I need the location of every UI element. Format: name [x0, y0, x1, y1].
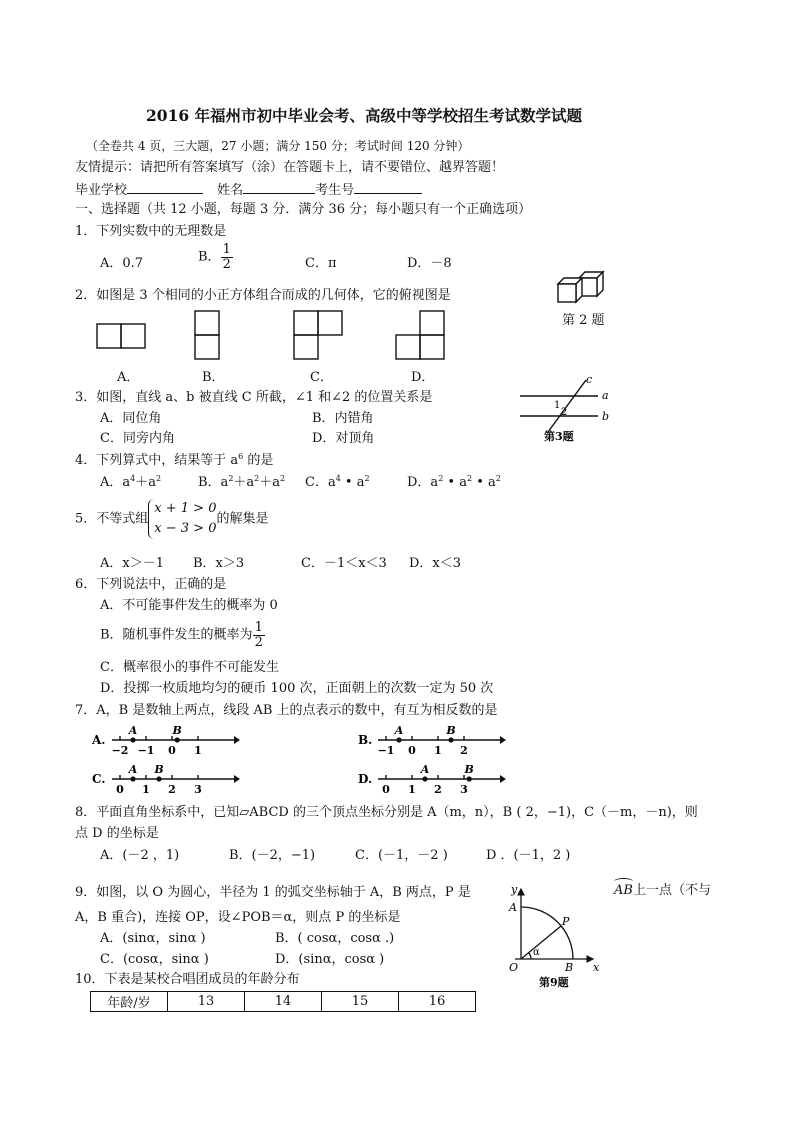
q8-option-d: D ．(－1，2 ) — [486, 848, 571, 863]
option-label: B. — [358, 733, 373, 747]
table-row — [91, 992, 476, 1012]
exam-no-blank[interactable] — [354, 181, 422, 194]
point-b — [175, 737, 180, 742]
label-y: y — [511, 883, 518, 896]
q9-stem-tail: 上一点（不与 — [632, 883, 711, 898]
q9-figure-caption: 第9题 — [539, 976, 569, 989]
school-label: 毕业学校 — [75, 183, 128, 198]
point-b-label: B — [172, 724, 182, 737]
table-cell: 16 — [399, 992, 476, 1012]
point-b — [156, 776, 161, 781]
q1-option-b-label: B． — [198, 249, 221, 265]
q2-stem: 2．如图是 3 个相同的小正方体组合而成的几何体，它的俯视图是 — [75, 288, 451, 303]
number-line-b — [358, 722, 508, 758]
tick-label: 2 — [460, 744, 468, 757]
q1-stem: 1．下列实数中的无理数是 — [75, 224, 227, 239]
label-b: B — [565, 961, 574, 974]
q9-option-c: C．(cosα，sinα ) — [100, 952, 209, 967]
table-cell: 13 — [168, 992, 245, 1012]
point-a — [422, 776, 427, 781]
point-a — [396, 737, 401, 742]
point-a-label: A — [128, 763, 138, 776]
q1-option-c: C．π — [305, 256, 337, 271]
q2-option-c: C． — [310, 370, 333, 385]
point-b-label: B — [154, 763, 164, 776]
q2-option-a: A． — [117, 370, 140, 385]
q4-stem-text: 4．下列算式中，结果等于 a — [75, 453, 239, 468]
label-angle-1: 1 — [554, 400, 561, 411]
q5-option-b: B．x＞3 — [193, 556, 245, 571]
q4-stem-exponent: 6 — [238, 452, 244, 461]
label-a: a — [602, 389, 609, 402]
q6-option-b-text: B．随机事件发生的概率为 — [100, 627, 253, 643]
label-a: A — [509, 901, 517, 914]
q8-option-b: B．(－2，−1) — [229, 848, 316, 863]
point-b-label: B — [464, 763, 474, 776]
inequality-2: x − 3 > 0 — [154, 521, 217, 537]
q4-stem — [75, 452, 273, 469]
q5-option-d: D．x＜3 — [409, 556, 462, 571]
q6-denominator: 2 — [254, 634, 263, 650]
q6-fraction — [253, 621, 265, 649]
arc-ab-label: AB — [614, 883, 633, 898]
q5-stem-text: 5．不等式组 — [75, 511, 149, 527]
q5-option-c: C．－1＜x＜3 — [301, 556, 387, 571]
option-label: D. — [358, 772, 373, 786]
q3-option-c: C．同旁内角 — [100, 431, 175, 446]
tick-label: 1 — [434, 744, 442, 757]
inequality-1: x + 1 > 0 — [154, 501, 217, 516]
q9-option-b: B．( cosα，cosα .) — [275, 931, 395, 946]
q3-option-a: A．同位角 — [100, 411, 162, 426]
tick-label: 1 — [142, 783, 150, 796]
axis-arrow — [500, 736, 506, 744]
number-line-c — [92, 761, 242, 797]
point-a-label: A — [128, 724, 138, 737]
q2-figure-caption: 第 2 题 — [562, 313, 605, 328]
q9-stem: 9．如图，以 O 为圆心，半径为 1 的弧交坐标轴于 A，B 两点，P 是 — [75, 885, 471, 900]
q9-figure — [505, 883, 605, 991]
inequality-system — [148, 499, 216, 539]
q4-stem-end: 的是 — [243, 453, 274, 468]
tick-label: 3 — [460, 783, 468, 796]
q8-option-c: C．(－1，－2 ) — [355, 848, 448, 863]
q3-figure — [518, 374, 618, 446]
arc-ab — [614, 883, 633, 899]
q9-option-a: A．(sinα，sinα ) — [100, 931, 206, 946]
q2-option-b-figure — [195, 311, 221, 361]
q5-stem — [75, 499, 269, 539]
table-cell: 14 — [245, 992, 322, 1012]
tick-label: 0 — [382, 783, 390, 796]
tick-label: 2 — [434, 783, 442, 796]
student-fields — [75, 181, 422, 199]
tick-label: 1 — [408, 783, 416, 796]
name-label: 姓名 — [217, 183, 244, 198]
tick-label: 0 — [408, 744, 416, 757]
page-title: 2016 年福州市初中毕业会考、高级中等学校招生考试数学试题 — [146, 106, 583, 125]
name-blank[interactable] — [243, 181, 315, 194]
exam-info: （全卷共 4 页，三大题，27 小题；满分 150 分；考试时间 120 分钟） — [86, 139, 470, 153]
q1-denominator: 2 — [222, 256, 231, 272]
q8-stem-2: 点 D 的坐标是 — [75, 826, 159, 841]
point-a — [130, 737, 135, 742]
tick-label: 1 — [194, 744, 202, 757]
point-b — [448, 737, 453, 742]
angle-mark — [529, 953, 531, 959]
label-c: c — [586, 373, 593, 386]
point-a — [130, 776, 135, 781]
point-a-label: A — [394, 724, 404, 737]
table-header-cell: 年龄/岁 — [91, 992, 168, 1012]
tick-label: −1 — [137, 744, 155, 757]
q2-option-d: D． — [411, 370, 435, 385]
q6-numerator: 1 — [254, 620, 263, 635]
point-b — [467, 776, 472, 781]
number-line-d — [358, 761, 508, 797]
q4-option-a: A．$a^4+a^2$ — [100, 474, 162, 490]
q2-option-a-figure — [97, 324, 147, 350]
segment-op — [521, 926, 561, 959]
q6-option-d: D．投掷一枚质地均匀的硬币 100 次，正面朝上的次数一定为 50 次 — [100, 681, 494, 696]
q1-numerator: 1 — [222, 242, 231, 257]
table-cell: 15 — [322, 992, 399, 1012]
q10-stem: 10．下表是某校合唱团成员的年龄分布 — [75, 972, 300, 987]
q4-a-label: A．a — [100, 475, 131, 490]
label-alpha: α — [533, 947, 540, 958]
q9-option-d: D．(sinα，cosα ) — [275, 952, 385, 967]
q3-stem: 3．如图，直线 a、b 被直线 C 所截，∠1 和∠2 的位置关系是 — [75, 390, 433, 405]
option-label: C. — [92, 772, 106, 786]
q3-figure-caption: 第3题 — [544, 430, 574, 443]
q9-stem-2: A，B 重合)，连接 OP，设∠POB＝α，则点 P 的坐标是 — [75, 910, 401, 925]
q4-option-c: C．$a^4$ • $a^2$ — [305, 474, 370, 490]
axis-arrow — [234, 775, 240, 783]
q2-option-b: B． — [202, 370, 225, 385]
q4-option-b: B．$a^2+a^2+a^2$ — [198, 474, 286, 490]
axis-arrow — [234, 736, 240, 744]
exam-no-label: 考生号 — [315, 183, 355, 198]
age-table — [90, 991, 476, 1012]
tick-label: 2 — [168, 783, 176, 796]
axis-arrow — [500, 775, 506, 783]
friendly-tip: 友情提示：请把所有答案填写（涂）在答题卡上，请不要错位、越界答题！ — [75, 160, 505, 175]
q4-b-label: B．a — [198, 475, 229, 490]
q6-option-c: C．概率很小的事件不可能发生 — [100, 660, 279, 675]
q9-stem-arc — [614, 883, 711, 899]
q5-stem-tail: 的解集是 — [216, 511, 269, 527]
q4-d-label: D．a — [407, 475, 439, 490]
school-blank[interactable] — [127, 181, 203, 194]
q3-option-b: B．内错角 — [312, 411, 374, 426]
q1-option-b — [198, 243, 233, 271]
q6-stem: 6．下列说法中，正确的是 — [75, 577, 227, 592]
q2-option-c-figure — [294, 311, 344, 361]
tick-label: 0 — [116, 783, 124, 796]
tick-label: −1 — [377, 744, 395, 757]
q1-option-d: D．－8 — [407, 256, 452, 271]
q3-option-d: D．对顶角 — [312, 431, 375, 446]
q8-stem: 8．平面直角坐标系中，已知▱ABCD 的三个顶点坐标分别是 A（m，n），B ( 2，−1)，C（－m，－n)，则 — [75, 805, 698, 820]
label-b: b — [602, 410, 610, 423]
label-angle-2: 2 — [561, 407, 568, 418]
q5-option-a: A．x＞－1 — [100, 556, 164, 571]
tick-label: 0 — [168, 744, 176, 757]
tick-label: 3 — [194, 783, 202, 796]
q2-option-d-figure — [396, 311, 446, 361]
q4-option-d: D．$a^2$ • $a^2$ • $a^2$ — [407, 474, 501, 490]
q8-option-a: A．(－2 ，1) — [100, 848, 180, 863]
q7-stem: 7．A，B 是数轴上两点，线段 AB 上的点表示的数中，有互为相反数的是 — [75, 703, 498, 718]
tick-label: −2 — [111, 744, 129, 757]
option-label: A. — [92, 733, 106, 747]
q1-fraction — [221, 243, 233, 271]
q2-cube-figure — [555, 270, 605, 306]
label-o: O — [509, 961, 519, 974]
label-x: x — [593, 961, 600, 974]
q6-option-a: A．不可能事件发生的概率为 0 — [100, 598, 278, 613]
label-p: P — [562, 915, 570, 928]
point-b-label: B — [446, 724, 456, 737]
number-line-a — [92, 722, 242, 758]
point-a-label: A — [420, 763, 430, 776]
q4-c-label: C．a — [305, 475, 336, 490]
q1-option-a: A．0.7 — [100, 256, 144, 271]
section-heading: 一、选择题（共 12 小题，每题 3 分．满分 36 分；每小题只有一个正确选项） — [75, 202, 532, 217]
q6-option-b — [100, 621, 265, 649]
